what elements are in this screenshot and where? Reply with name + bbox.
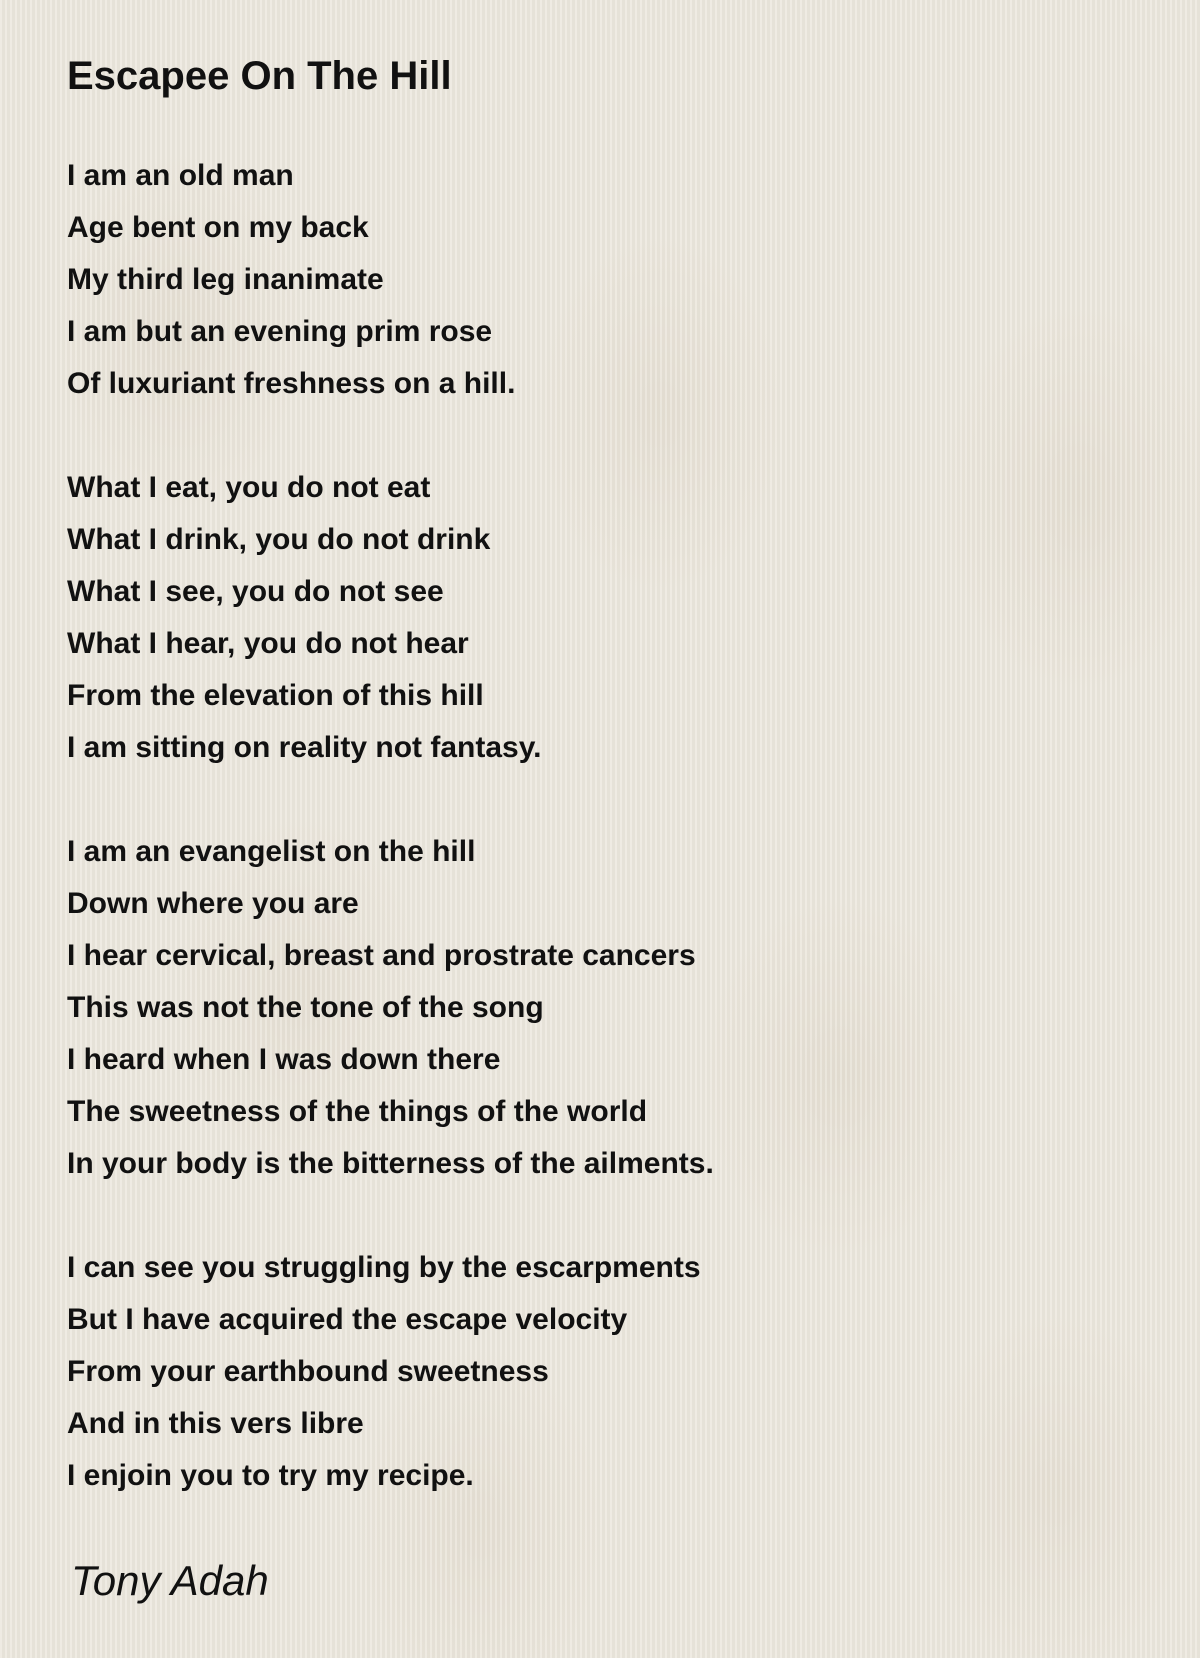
- poem-line: What I eat, you do not eat: [67, 471, 431, 504]
- poem-line: I enjoin you to try my recipe.: [67, 1459, 474, 1492]
- poem-title: Escapee On The Hill: [67, 54, 452, 98]
- stanza-1: [67, 150, 1127, 410]
- poem-line: From the elevation of this hill: [67, 679, 484, 712]
- poem-line: I am an evangelist on the hill: [67, 835, 476, 868]
- poem-body: [67, 150, 1127, 1554]
- poem-line: I hear cervical, breast and prostrate cancers: [67, 939, 696, 972]
- poem-line: Of luxuriant freshness on a hill.: [67, 367, 516, 400]
- poem-line: This was not the tone of the song: [67, 991, 544, 1024]
- poem-line: In your body is the bitterness of the ailments.: [67, 1147, 714, 1180]
- poem-line: My third leg inanimate: [67, 263, 384, 296]
- poem-author: Tony Adah: [71, 1557, 269, 1604]
- poem-line: From your earthbound sweetness: [67, 1355, 549, 1388]
- poem-line: Down where you are: [67, 887, 359, 920]
- stanza-4: [67, 1242, 1127, 1502]
- stanza-2: [67, 462, 1127, 774]
- poem-line: The sweetness of the things of the world: [67, 1095, 648, 1128]
- poem-line: And in this vers libre: [67, 1407, 364, 1440]
- poem-line: What I see, you do not see: [67, 575, 444, 608]
- poem-line: But I have acquired the escape velocity: [67, 1303, 628, 1336]
- poem-line: What I drink, you do not drink: [67, 523, 491, 556]
- poem-line: I am an old man: [67, 159, 294, 192]
- stanza-3: [67, 826, 1127, 1190]
- poem-line: I heard when I was down there: [67, 1043, 501, 1076]
- poem-line: Age bent on my back: [67, 211, 369, 244]
- poem-line: I am but an evening prim rose: [67, 315, 493, 348]
- poem-line: What I hear, you do not hear: [67, 627, 469, 660]
- poem-line: I am sitting on reality not fantasy.: [67, 731, 542, 764]
- poem-line: I can see you struggling by the escarpments: [67, 1251, 701, 1284]
